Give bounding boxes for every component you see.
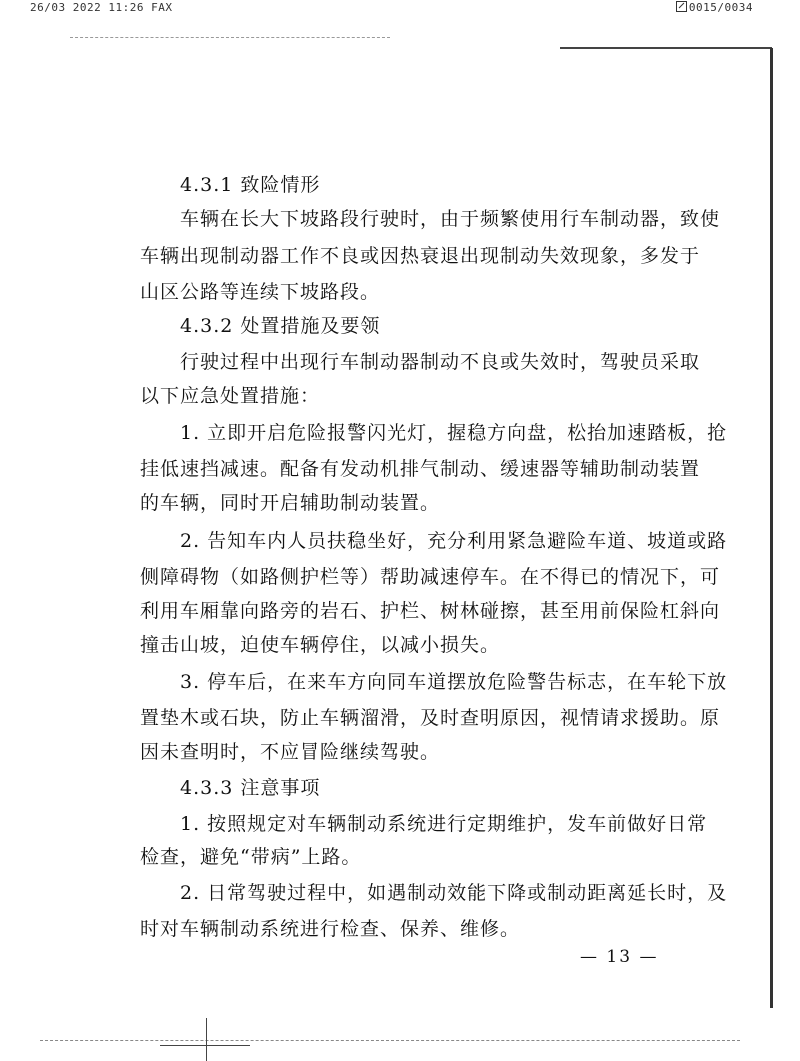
crop-mark (160, 1045, 250, 1046)
fax-page-count: 0015/0034 (688, 1, 753, 14)
page-edge-top (560, 47, 772, 49)
list-item-line: 3. 停车后，在来车方向同车道摆放危险警告标志，在车轮下放 (180, 671, 728, 693)
crop-mark (206, 1018, 207, 1061)
page-edge-right (770, 48, 773, 1008)
section-heading-4-3-2: 4.3.2 处置措施及要领 (180, 315, 381, 337)
paragraph-line: 车辆在长大下坡路段行驶时，由于频繁使用行车制动器，致使 (180, 208, 721, 230)
list-item-line: 检查，避免“带病”上路。 (140, 846, 362, 868)
list-item-line: 1. 立即开启危险报警闪光灯，握稳方向盘，松抬加速踏板，抢 (180, 422, 728, 444)
fax-header (0, 0, 800, 16)
list-item-line: 侧障碍物（如路侧护栏等）帮助减速停车。在不得已的情况下，可 (140, 566, 721, 588)
section-heading-4-3-1: 4.3.1 致险情形 (180, 174, 321, 196)
list-item-line: 因未查明时，不应冒险继续驾驶。 (140, 741, 441, 763)
list-item-line: 1. 按照规定对车辆制动系统进行定期维护，发车前做好日常 (180, 813, 708, 835)
list-item-line: 的车辆，同时开启辅助制动装置。 (140, 492, 441, 514)
scan-artifact-bottom (40, 1040, 740, 1043)
fax-page-icon (676, 1, 687, 12)
section-heading-4-3-3: 4.3.3 注意事项 (180, 777, 321, 799)
paragraph-line: 山区公路等连续下坡路段。 (140, 281, 381, 303)
fax-timestamp: 26/03 2022 11:26 FAX (30, 1, 173, 14)
paragraph-line: 以下应急处置措施： (140, 385, 321, 407)
fax-page-counter (676, 1, 753, 14)
list-item-line: 利用车厢靠向路旁的岩石、护栏、树林碰擦，甚至用前保险杠斜向 (140, 600, 721, 622)
paragraph-line: 车辆出现制动器工作不良或因热衰退出现制动失效现象，多发于 (140, 245, 701, 267)
scan-artifact-top (70, 37, 390, 40)
page-number: — 13 — (580, 947, 659, 967)
list-item-line: 挂低速挡减速。配备有发动机排气制动、缓速器等辅助制动装置 (140, 458, 701, 480)
list-item-line: 置垫木或石块，防止车辆溜滑，及时查明原因，视情请求援助。原 (140, 707, 721, 729)
list-item-line: 撞击山坡，迫使车辆停住，以减小损失。 (140, 634, 501, 656)
list-item-line: 2. 日常驾驶过程中，如遇制动效能下降或制动距离延长时，及 (180, 882, 728, 904)
paragraph-line: 行驶过程中出现行车制动器制动不良或失效时，驾驶员采取 (180, 351, 701, 373)
list-item-line: 2. 告知车内人员扶稳坐好，充分利用紧急避险车道、坡道或路 (180, 530, 728, 552)
list-item-line: 时对车辆制动系统进行检查、保养、维修。 (140, 918, 521, 940)
